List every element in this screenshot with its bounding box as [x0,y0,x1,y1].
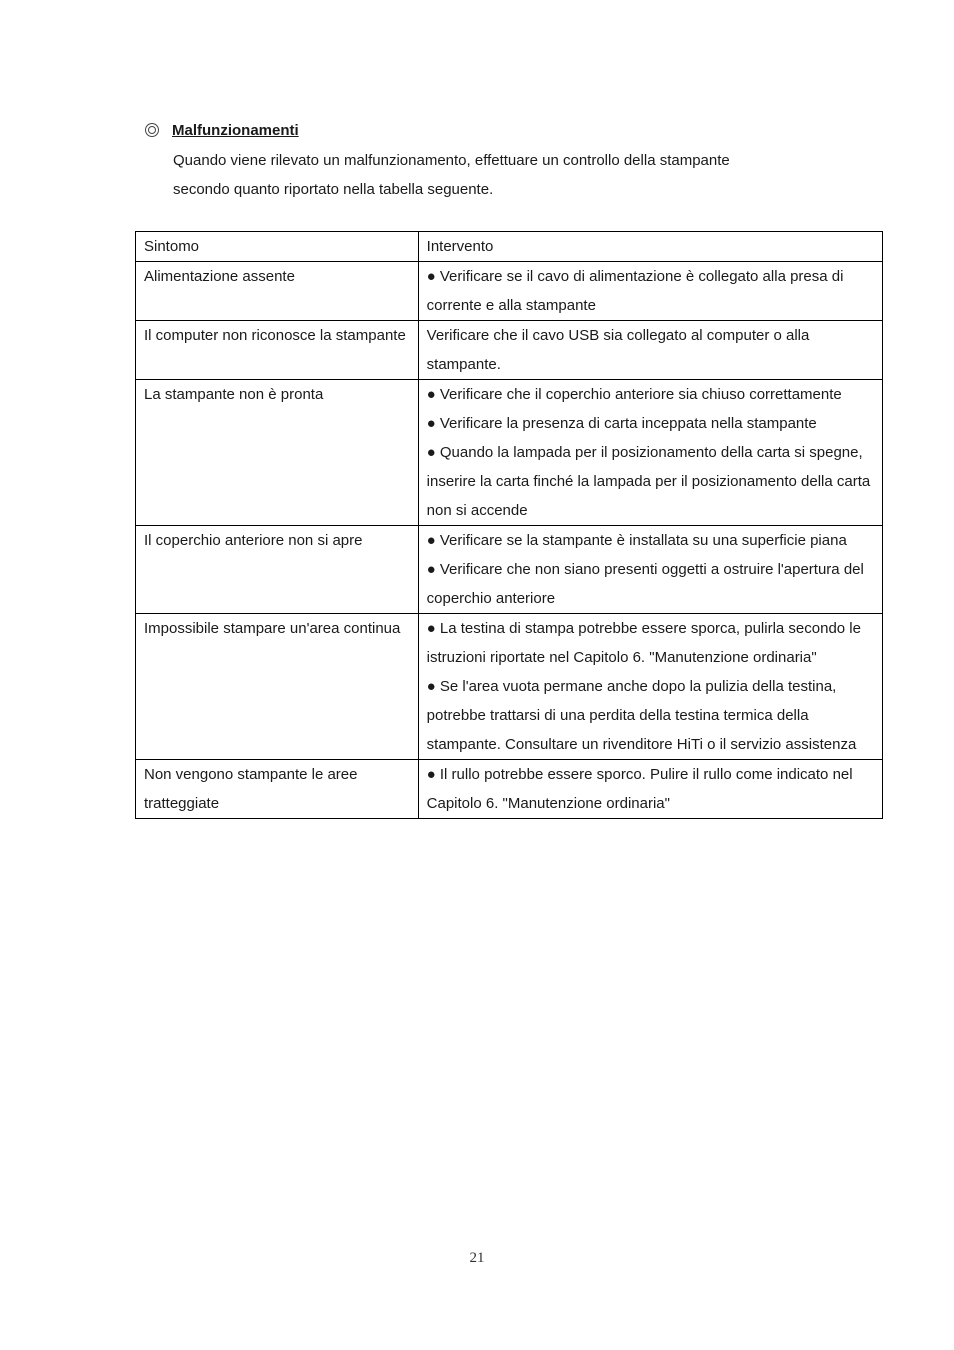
action-item: ● Quando la lampada per il posizionamento della carta si spegne, inserire la carta finché la lampada per il posizionamento della carta non si accende [426,444,871,519]
table-row [136,526,883,614]
table-row [136,614,883,760]
symptom-cell: La stampante non è pronta [136,380,419,526]
troubleshooting-table [135,231,883,819]
table-row [136,760,883,819]
action-cell [418,262,882,321]
action-cell [418,526,882,614]
action-cell [418,760,882,819]
intro-paragraph [173,146,833,204]
symptom-cell: Il coperchio anteriore non si apre [136,526,419,614]
action-item: ● Se l'area vuota permane anche dopo la pulizia della testina, potrebbe trattarsi di una perdita della testina termica della stampante. Consultare un rivenditore HiTi o il servizio assistenza [426,678,857,753]
action-item: ● La testina di stampa potrebbe essere sporca, pulirla secondo le istruzioni riportate nel Capitolo 6. "Manutenzione ordinaria" [426,620,861,666]
intro-line: secondo quanto riportato nella tabella seguente. [173,181,494,198]
action-cell [418,321,882,380]
action-item: ● Verificare la presenza di carta inceppata nella stampante [426,415,817,432]
double-circle-icon [145,123,159,137]
symptom-cell: Il computer non riconosce la stampante [136,321,419,380]
table-row [136,321,883,380]
action-item: ● Verificare che non siano presenti oggetti a ostruire l'apertura del coperchio anteriore [426,561,864,607]
symptom-cell: Impossibile stampare un'area continua [136,614,419,760]
section-title: Malfunzionamenti [172,121,299,139]
symptom-cell: Non vengono stampante le aree tratteggiate [136,760,419,819]
table-header-row [136,232,883,262]
action-cell [418,380,882,526]
action-item: ● Verificare che il coperchio anteriore sia chiuso correttamente [426,386,842,403]
action-item: ● Verificare se la stampante è installata su una superficie piana [426,532,847,549]
symptom-cell: Alimentazione assente [136,262,419,321]
page-number: 21 [469,1250,485,1266]
action-item: ● Verificare se il cavo di alimentazione è collegato alla presa di corrente e alla stampante [426,268,844,314]
column-header-symptom: Sintomo [136,232,419,262]
action-item: ● Il rullo potrebbe essere sporco. Pulire il rullo come indicato nel Capitolo 6. "Manutenzione ordinaria" [426,766,853,812]
table-row [136,262,883,321]
table-row [136,380,883,526]
action-cell [418,614,882,760]
intro-line: Quando viene rilevato un malfunzionamento, effettuare un controllo della stampante [173,152,730,169]
section-heading-row [143,118,883,142]
column-header-action: Intervento [418,232,882,262]
malfunctions-section [143,118,883,204]
action-item: Verificare che il cavo USB sia collegato al computer o alla stampante. [426,327,810,373]
